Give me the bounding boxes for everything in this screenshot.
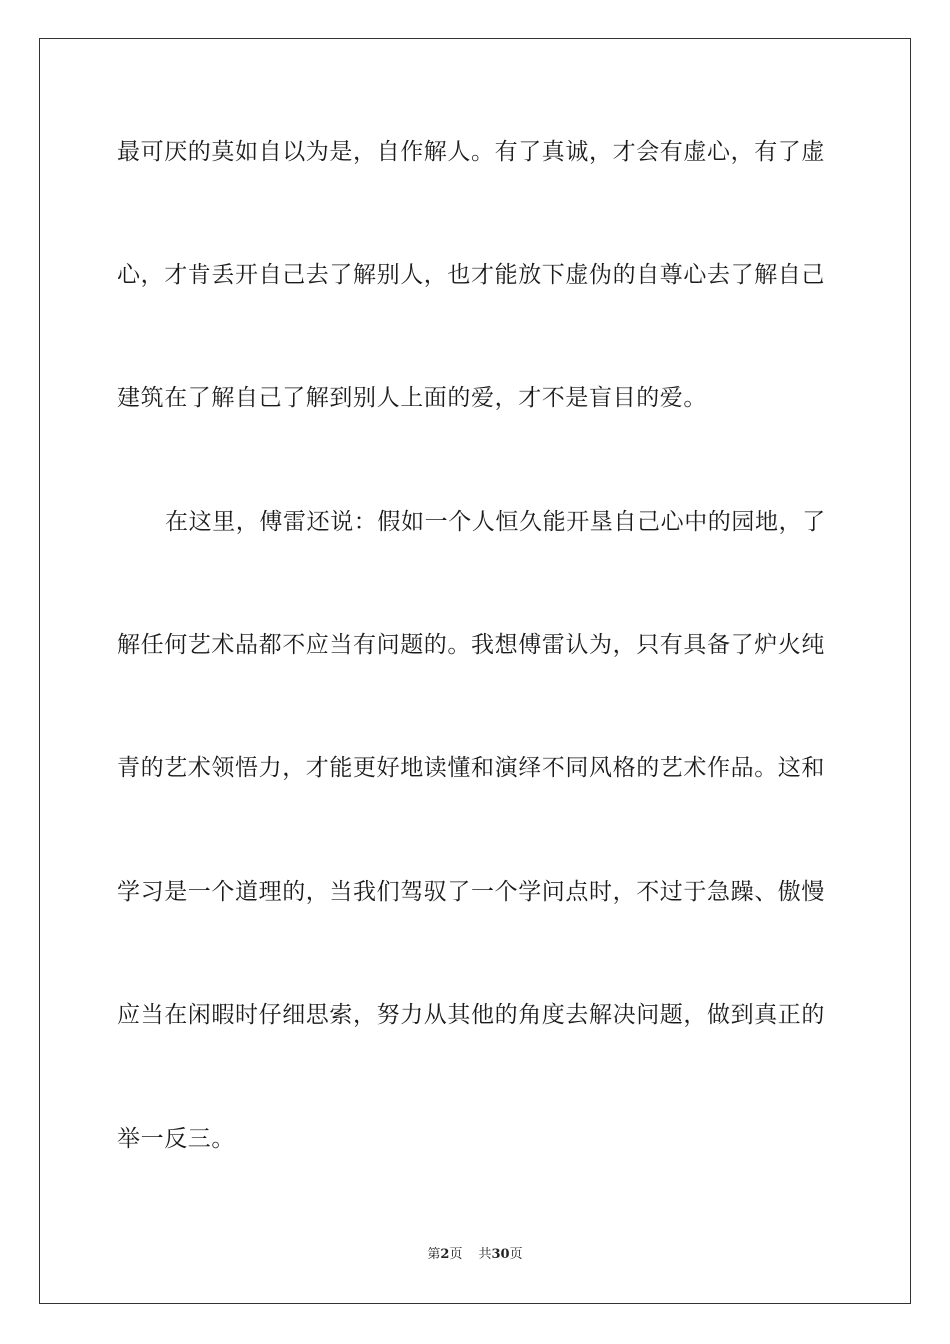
text-line: 建筑在了解自己了解到别人上面的爱，才不是盲目的爱。 <box>117 385 707 411</box>
page-number: 2 <box>440 1247 450 1262</box>
page-border <box>39 38 911 1304</box>
text-line: 学习是一个道理的，当我们驾驭了一个学问点时，不过于急躁、傲慢 <box>117 879 825 905</box>
text-line: 青的艺术领悟力，才能更好地读懂和演绎不同风格的艺术作品。这和 <box>117 755 825 781</box>
page-prefix: 第 <box>427 1247 441 1262</box>
total-suffix: 页 <box>509 1247 523 1262</box>
text-line: 最可厌的莫如自以为是，自作解人。有了真诚，才会有虚心，有了虚 <box>117 139 825 165</box>
text-line: 举一反三。 <box>117 1126 235 1152</box>
total-pages: 30 <box>491 1247 510 1262</box>
text-line: 解任何艺术品都不应当有问题的。我想傅雷认为，只有具备了炉火纯 <box>117 632 825 658</box>
total-prefix: 共 <box>478 1247 492 1262</box>
page-suffix: 页 <box>449 1247 463 1262</box>
text-line-paragraph-start: 在这里，傅雷还说：假如一个人恒久能开垦自己心中的园地，了 <box>165 509 826 535</box>
text-line: 应当在闲暇时仔细思索，努力从其他的角度去解决问题，做到真正的 <box>117 1002 825 1028</box>
page-footer <box>0 1246 950 1264</box>
text-line: 心，才肯丢开自己去了解别人，也才能放下虚伪的自尊心去了解自己 <box>117 262 825 288</box>
